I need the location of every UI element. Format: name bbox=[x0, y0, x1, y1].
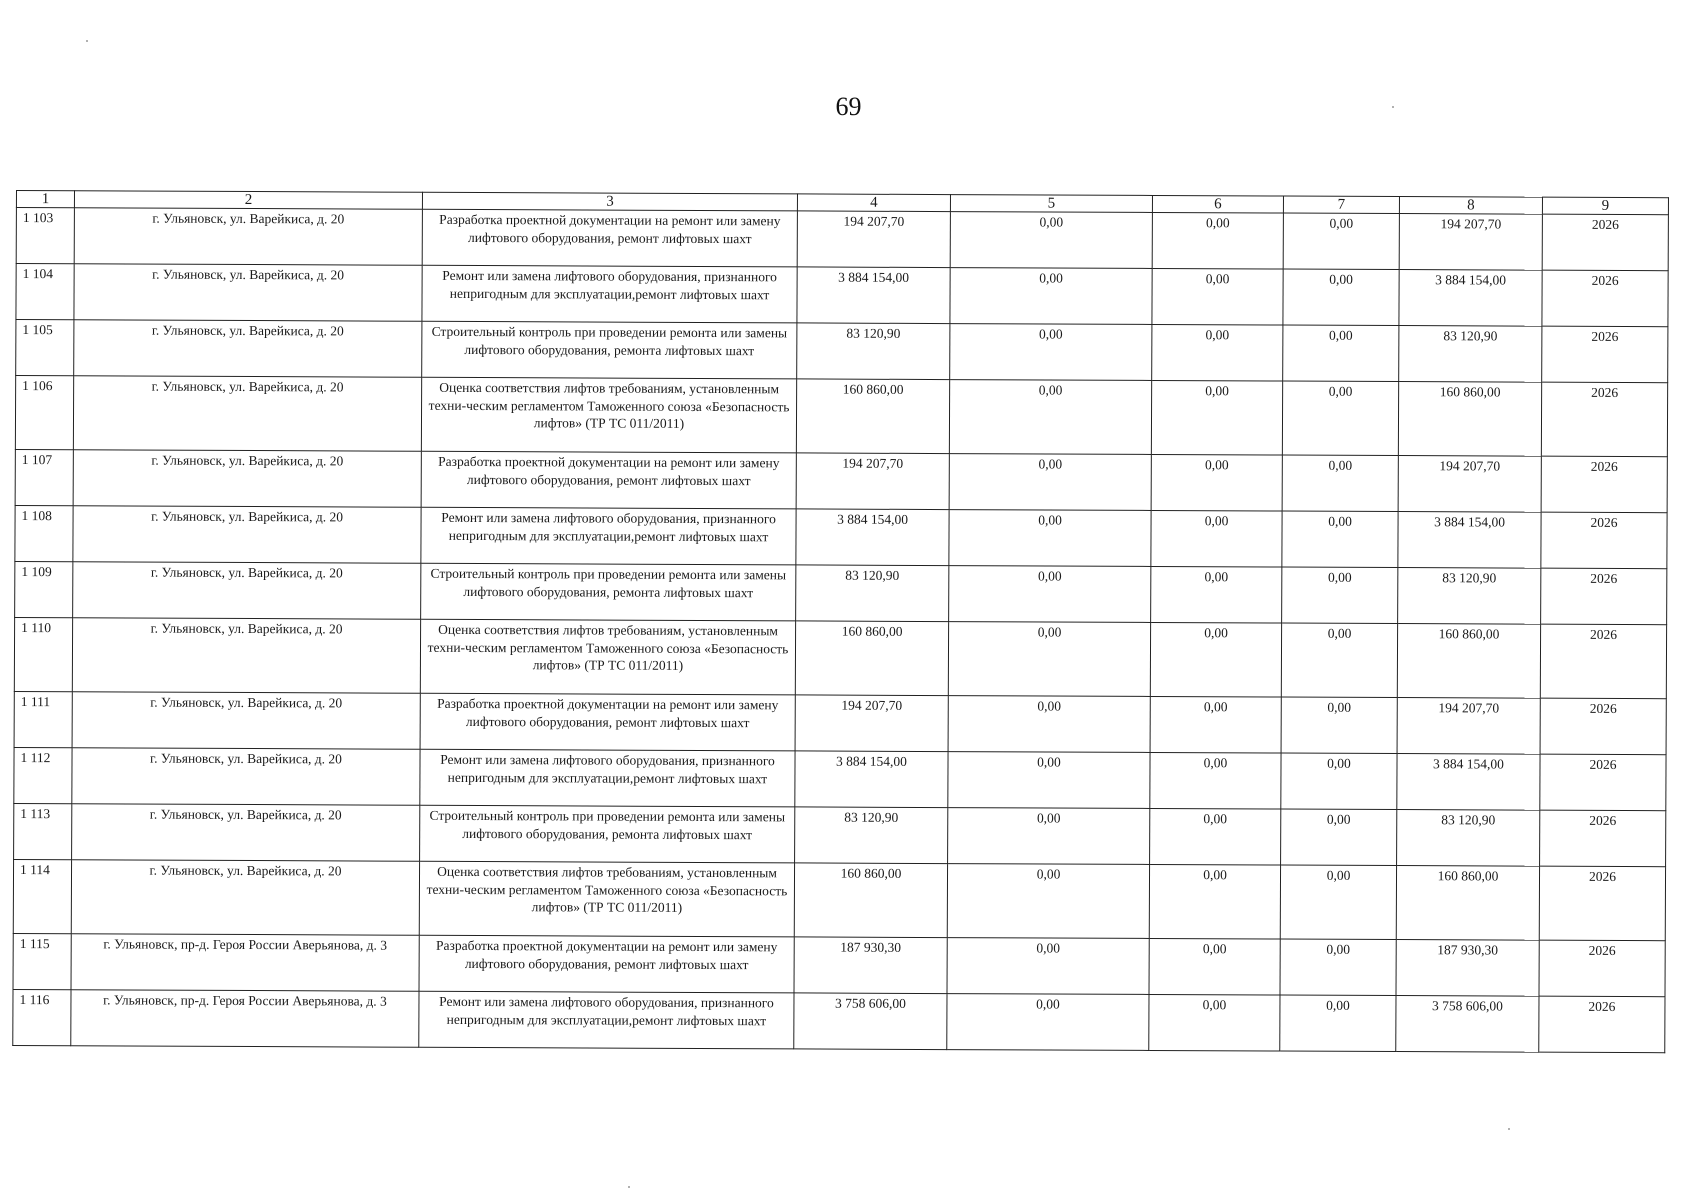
column-7-cell: 0,00 bbox=[1281, 697, 1397, 754]
column-header: 5 bbox=[950, 195, 1152, 213]
work-description-cell: Оценка соответствия лифтов требованиям, установленным техни-ческим регламентом Таможенного союза «Безопасность лифтов» (ТР ТС 011/2011) bbox=[419, 861, 794, 937]
year-cell: 2026 bbox=[1542, 326, 1668, 383]
column-6-cell: 0,00 bbox=[1152, 212, 1283, 269]
column-8-cell: 83 120,90 bbox=[1398, 568, 1541, 625]
year-cell: 2026 bbox=[1539, 996, 1665, 1053]
table-row bbox=[13, 859, 1665, 940]
table-row bbox=[14, 691, 1666, 754]
work-description-cell: Разработка проектной документации на ремонт или замену лифтового оборудования, ремонт лифтовых шахт bbox=[422, 209, 797, 267]
row-number-cell: 1 114 bbox=[13, 859, 71, 933]
scan-speck bbox=[1508, 1128, 1510, 1130]
column-8-cell: 160 860,00 bbox=[1397, 624, 1540, 699]
column-5-cell: 0,00 bbox=[949, 380, 1151, 455]
column-7-cell: 0,00 bbox=[1281, 623, 1397, 698]
table-row bbox=[14, 747, 1666, 810]
column-header: 7 bbox=[1283, 196, 1399, 214]
column-6-cell: 0,00 bbox=[1149, 938, 1280, 995]
column-8-cell: 3 758 606,00 bbox=[1396, 996, 1539, 1053]
column-5-cell: 0,00 bbox=[949, 454, 1151, 511]
work-description-cell: Строительный контроль при проведении ремонта или замены лифтового оборудования, ремонта лифтовых шахт bbox=[421, 563, 796, 621]
work-schedule-table-wrapper bbox=[12, 190, 1668, 1053]
total-cost-cell: 83 120,90 bbox=[795, 807, 948, 864]
total-cost-cell: 160 860,00 bbox=[794, 863, 947, 938]
year-cell: 2026 bbox=[1540, 810, 1666, 867]
column-8-cell: 160 860,00 bbox=[1396, 866, 1539, 941]
column-6-cell: 0,00 bbox=[1151, 380, 1282, 455]
total-cost-cell: 160 860,00 bbox=[796, 379, 949, 454]
column-6-cell: 0,00 bbox=[1152, 324, 1283, 381]
total-cost-cell: 83 120,90 bbox=[796, 565, 949, 622]
column-header: 8 bbox=[1399, 197, 1542, 215]
work-description-cell: Разработка проектной документации на ремонт или замену лифтового оборудования, ремонт лифтовых шахт bbox=[421, 451, 796, 509]
year-cell: 2026 bbox=[1542, 270, 1668, 327]
row-number-cell: 1 109 bbox=[15, 561, 73, 617]
total-cost-cell: 83 120,90 bbox=[797, 323, 950, 380]
work-description-cell: Ремонт или замена лифтового оборудования, признанного непригодным для эксплуатации,ремонт лифтовых шахт bbox=[419, 991, 794, 1049]
column-8-cell: 3 884 154,00 bbox=[1399, 270, 1542, 327]
address-cell: г. Ульяновск, ул. Варейкиса, д. 20 bbox=[72, 618, 420, 694]
table-row bbox=[13, 933, 1665, 996]
column-7-cell: 0,00 bbox=[1282, 567, 1398, 624]
column-5-cell: 0,00 bbox=[948, 808, 1150, 865]
row-number-cell: 1 106 bbox=[15, 376, 73, 450]
column-header: 4 bbox=[797, 194, 950, 212]
total-cost-cell: 3 884 154,00 bbox=[797, 267, 950, 324]
scan-speck bbox=[628, 1186, 630, 1188]
row-number-cell: 1 116 bbox=[13, 989, 71, 1045]
column-5-cell: 0,00 bbox=[950, 212, 1152, 269]
table-row bbox=[15, 376, 1667, 457]
address-cell: г. Ульяновск, ул. Варейкиса, д. 20 bbox=[72, 804, 420, 862]
table-row bbox=[16, 320, 1668, 383]
row-number-cell: 1 105 bbox=[16, 320, 74, 376]
column-8-cell: 3 884 154,00 bbox=[1398, 512, 1541, 569]
year-cell: 2026 bbox=[1540, 624, 1666, 699]
address-cell: г. Ульяновск, ул. Варейкиса, д. 20 bbox=[74, 208, 422, 266]
table-row bbox=[16, 264, 1668, 327]
column-6-cell: 0,00 bbox=[1151, 454, 1282, 511]
table-row bbox=[14, 803, 1666, 866]
column-8-cell: 3 884 154,00 bbox=[1397, 754, 1540, 811]
total-cost-cell: 3 758 606,00 bbox=[794, 993, 947, 1050]
total-cost-cell: 194 207,70 bbox=[795, 695, 948, 752]
column-header: 1 bbox=[16, 191, 74, 208]
column-6-cell: 0,00 bbox=[1150, 696, 1281, 753]
total-cost-cell: 187 930,30 bbox=[794, 937, 947, 994]
row-number-cell: 1 108 bbox=[15, 505, 73, 561]
column-8-cell: 160 860,00 bbox=[1398, 382, 1541, 457]
address-cell: г. Ульяновск, ул. Варейкиса, д. 20 bbox=[72, 748, 420, 806]
page-number: 69 bbox=[835, 92, 862, 121]
address-cell: г. Ульяновск, ул. Варейкиса, д. 20 bbox=[71, 860, 419, 936]
scan-speck bbox=[86, 40, 88, 42]
column-header: 9 bbox=[1542, 197, 1668, 215]
scan-speck bbox=[1392, 106, 1394, 108]
address-cell: г. Ульяновск, ул. Варейкиса, д. 20 bbox=[73, 376, 421, 452]
address-cell: г. Ульяновск, ул. Варейкиса, д. 20 bbox=[74, 264, 422, 322]
table-row bbox=[14, 617, 1666, 698]
work-description-cell: Разработка проектной документации на ремонт или замену лифтового оборудования, ремонт лифтовых шахт bbox=[419, 935, 794, 993]
work-description-cell: Строительный контроль при проведении ремонта или замены лифтового оборудования, ремонта лифтовых шахт bbox=[420, 805, 795, 863]
column-6-cell: 0,00 bbox=[1150, 622, 1281, 697]
row-number-cell: 1 107 bbox=[15, 449, 73, 505]
work-schedule-table bbox=[12, 190, 1669, 1053]
row-number-cell: 1 115 bbox=[13, 933, 71, 989]
work-description-cell: Ремонт или замена лифтового оборудования, признанного непригодным для эксплуатации,ремонт лифтовых шахт bbox=[421, 507, 796, 565]
total-cost-cell: 3 884 154,00 bbox=[795, 751, 948, 808]
row-number-cell: 1 113 bbox=[14, 803, 72, 859]
column-8-cell: 194 207,70 bbox=[1398, 456, 1541, 513]
row-number-cell: 1 110 bbox=[14, 617, 72, 691]
address-cell: г. Ульяновск, ул. Варейкиса, д. 20 bbox=[73, 450, 421, 508]
column-7-cell: 0,00 bbox=[1281, 809, 1397, 866]
address-cell: г. Ульяновск, ул. Варейкиса, д. 20 bbox=[74, 320, 422, 378]
column-8-cell: 83 120,90 bbox=[1397, 810, 1540, 867]
column-7-cell: 0,00 bbox=[1283, 269, 1399, 326]
column-6-cell: 0,00 bbox=[1152, 268, 1283, 325]
column-7-cell: 0,00 bbox=[1283, 325, 1399, 382]
address-cell: г. Ульяновск, ул. Варейкиса, д. 20 bbox=[73, 506, 421, 564]
work-description-cell: Разработка проектной документации на ремонт или замену лифтового оборудования, ремонт лифтовых шахт bbox=[420, 693, 795, 751]
year-cell: 2026 bbox=[1540, 754, 1666, 811]
table-row bbox=[15, 449, 1667, 512]
table-row bbox=[15, 505, 1667, 568]
column-7-cell: 0,00 bbox=[1280, 865, 1396, 940]
address-cell: г. Ульяновск, пр-д. Героя России Аверьянова, д. 3 bbox=[71, 934, 419, 992]
column-5-cell: 0,00 bbox=[948, 622, 1150, 697]
column-6-cell: 0,00 bbox=[1151, 510, 1282, 567]
row-number-cell: 1 112 bbox=[14, 747, 72, 803]
year-cell: 2026 bbox=[1540, 698, 1666, 755]
row-number-cell: 1 104 bbox=[16, 264, 74, 320]
year-cell: 2026 bbox=[1539, 866, 1665, 941]
table-body bbox=[13, 208, 1669, 1053]
total-cost-cell: 160 860,00 bbox=[795, 621, 948, 696]
column-6-cell: 0,00 bbox=[1150, 808, 1281, 865]
year-cell: 2026 bbox=[1541, 568, 1667, 625]
total-cost-cell: 3 884 154,00 bbox=[796, 509, 949, 566]
column-6-cell: 0,00 bbox=[1151, 566, 1282, 623]
row-number-cell: 1 111 bbox=[14, 691, 72, 747]
column-5-cell: 0,00 bbox=[948, 752, 1150, 809]
column-5-cell: 0,00 bbox=[947, 994, 1149, 1051]
column-5-cell: 0,00 bbox=[949, 566, 1151, 623]
address-cell: г. Ульяновск, ул. Варейкиса, д. 20 bbox=[73, 562, 421, 620]
column-5-cell: 0,00 bbox=[947, 864, 1149, 939]
column-8-cell: 194 207,70 bbox=[1399, 214, 1542, 271]
row-number-cell: 1 103 bbox=[16, 208, 74, 264]
total-cost-cell: 194 207,70 bbox=[797, 211, 950, 268]
column-header: 6 bbox=[1152, 195, 1283, 213]
year-cell: 2026 bbox=[1541, 456, 1667, 513]
column-7-cell: 0,00 bbox=[1280, 939, 1396, 996]
column-7-cell: 0,00 bbox=[1283, 213, 1399, 270]
table-row bbox=[13, 989, 1665, 1052]
column-7-cell: 0,00 bbox=[1282, 455, 1398, 512]
work-description-cell: Ремонт или замена лифтового оборудования, признанного непригодным для эксплуатации,ремонт лифтовых шахт bbox=[420, 749, 795, 807]
column-5-cell: 0,00 bbox=[950, 324, 1152, 381]
column-6-cell: 0,00 bbox=[1150, 752, 1281, 809]
column-8-cell: 187 930,30 bbox=[1396, 940, 1539, 997]
work-description-cell: Строительный контроль при проведении ремонта или замены лифтового оборудования, ремонта лифтовых шахт bbox=[422, 321, 797, 379]
year-cell: 2026 bbox=[1539, 940, 1665, 997]
column-5-cell: 0,00 bbox=[948, 696, 1150, 753]
column-5-cell: 0,00 bbox=[949, 510, 1151, 567]
column-6-cell: 0,00 bbox=[1149, 994, 1280, 1051]
address-cell: г. Ульяновск, пр-д. Героя России Аверьянова, д. 3 bbox=[71, 990, 419, 1048]
year-cell: 2026 bbox=[1541, 512, 1667, 569]
year-cell: 2026 bbox=[1542, 214, 1668, 271]
total-cost-cell: 194 207,70 bbox=[796, 453, 949, 510]
table-row bbox=[15, 561, 1667, 624]
column-5-cell: 0,00 bbox=[950, 268, 1152, 325]
column-5-cell: 0,00 bbox=[947, 938, 1149, 995]
work-description-cell: Ремонт или замена лифтового оборудования, признанного непригодным для эксплуатации,ремонт лифтовых шахт bbox=[422, 265, 797, 323]
column-6-cell: 0,00 bbox=[1149, 864, 1280, 939]
column-header: 2 bbox=[74, 191, 422, 210]
table-row bbox=[16, 208, 1668, 271]
column-7-cell: 0,00 bbox=[1282, 511, 1398, 568]
column-7-cell: 0,00 bbox=[1281, 753, 1397, 810]
column-header: 3 bbox=[422, 192, 797, 211]
column-7-cell: 0,00 bbox=[1280, 995, 1396, 1052]
column-8-cell: 194 207,70 bbox=[1397, 698, 1540, 755]
work-description-cell: Оценка соответствия лифтов требованиям, установленным техни-ческим регламентом Таможенного союза «Безопасность лифтов» (ТР ТС 011/2011) bbox=[420, 619, 795, 695]
column-8-cell: 83 120,90 bbox=[1399, 326, 1542, 383]
column-7-cell: 0,00 bbox=[1282, 381, 1398, 456]
work-description-cell: Оценка соответствия лифтов требованиям, установленным техни-ческим регламентом Таможенного союза «Безопасность лифтов» (ТР ТС 011/2011) bbox=[421, 377, 796, 453]
address-cell: г. Ульяновск, ул. Варейкиса, д. 20 bbox=[72, 692, 420, 750]
year-cell: 2026 bbox=[1541, 382, 1667, 457]
